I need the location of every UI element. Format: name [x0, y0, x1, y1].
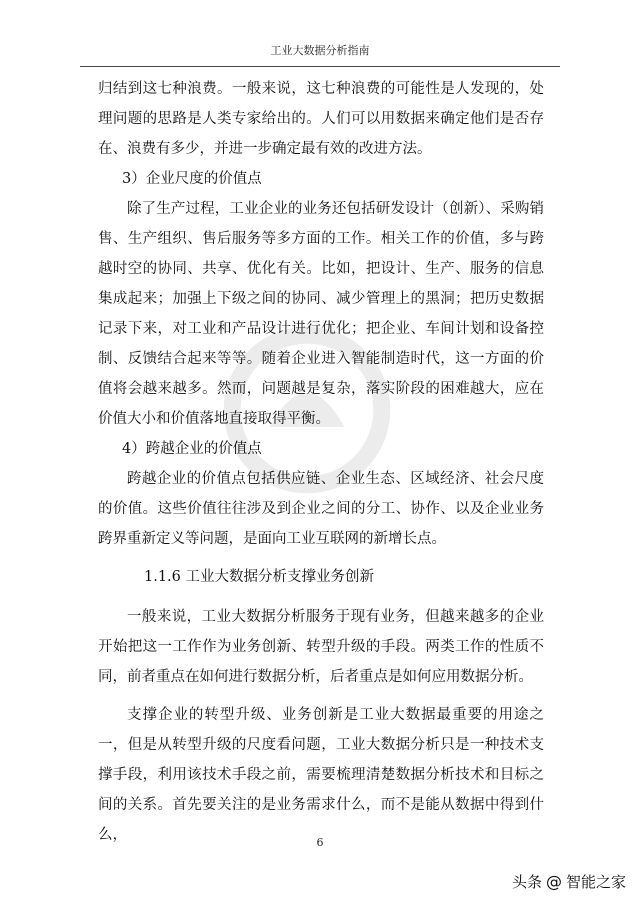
page-number: 6 — [316, 836, 324, 849]
source-tag[interactable] — [512, 868, 626, 894]
paragraph-gap — [98, 692, 544, 700]
paragraph: 一般来说，工业大数据分析服务于现有业务，但越来越多的企业开始把这一工作作为业务创新、转型升级的手段。两类工作的性质不同，前者重点在如何进行数据分析，后者重点是如何应用数据分析。 — [98, 609, 544, 685]
paragraph: 跨越企业的价值点包括供应链、企业生态、区域经济、社会尺度的价值。这些价值往往涉及到企业之间的分工、协作、以及企业业务跨界重新定义等问题，是面向工业互联网的新增长点。 — [98, 471, 544, 547]
subheading: 4）跨越企业的价值点 — [122, 441, 262, 457]
at-icon: @ — [545, 871, 562, 891]
platform-name: 头条 — [511, 872, 542, 891]
account-name: 智能之家 — [565, 872, 626, 891]
paragraph: 归结到这七种浪费。一般来说，这七种浪费的可能性是人发现的，处理问题的思路是人类专家给出的。人们可以用数据来确定他们是否存在、浪费有多少，并进一步确定最有效的改进方法。 — [98, 81, 544, 157]
header-rule — [80, 66, 560, 67]
subheading: 3）企业尺度的价值点 — [122, 171, 262, 187]
section-heading: 1.1.6 工业大数据分析支撑业务创新 — [144, 569, 375, 585]
body-text — [98, 74, 544, 850]
paragraph: 支撑企业的转型升级、业务创新是工业大数据最重要的用途之一，但是从转型升级的尺度看问题，工业大数据分析只是一种技术支撑手段，利用该技术手段之前，需要梳理清楚数据分析技术和目标之间的关系。首先要关注的是业务需求什么，而不是能从数据中得到什么， — [98, 707, 544, 843]
paragraph: 除了生产过程，工业企业的业务还包括研发设计（创新）、采购销售、生产组织、售后服务等多方面的工作。相关工作的价值，多与跨越时空的协同、共享、优化有关。比如，把设计、生产、服务的信息集成起来；加强上下级之间的协同、减少管理上的黑洞；把历史数据记录下来，对工业和产品设计进行优化；把企业、车间计划和设备控制、反馈结合起来等等。随着企业进入智能制造时代，这一方面的价值将会越来越多。然而，问题越是复杂，落实阶段的困难越大，应在价值大小和价值落地直接取得平衡。 — [98, 201, 544, 427]
running-header: 工业大数据分析指南 — [270, 44, 370, 57]
